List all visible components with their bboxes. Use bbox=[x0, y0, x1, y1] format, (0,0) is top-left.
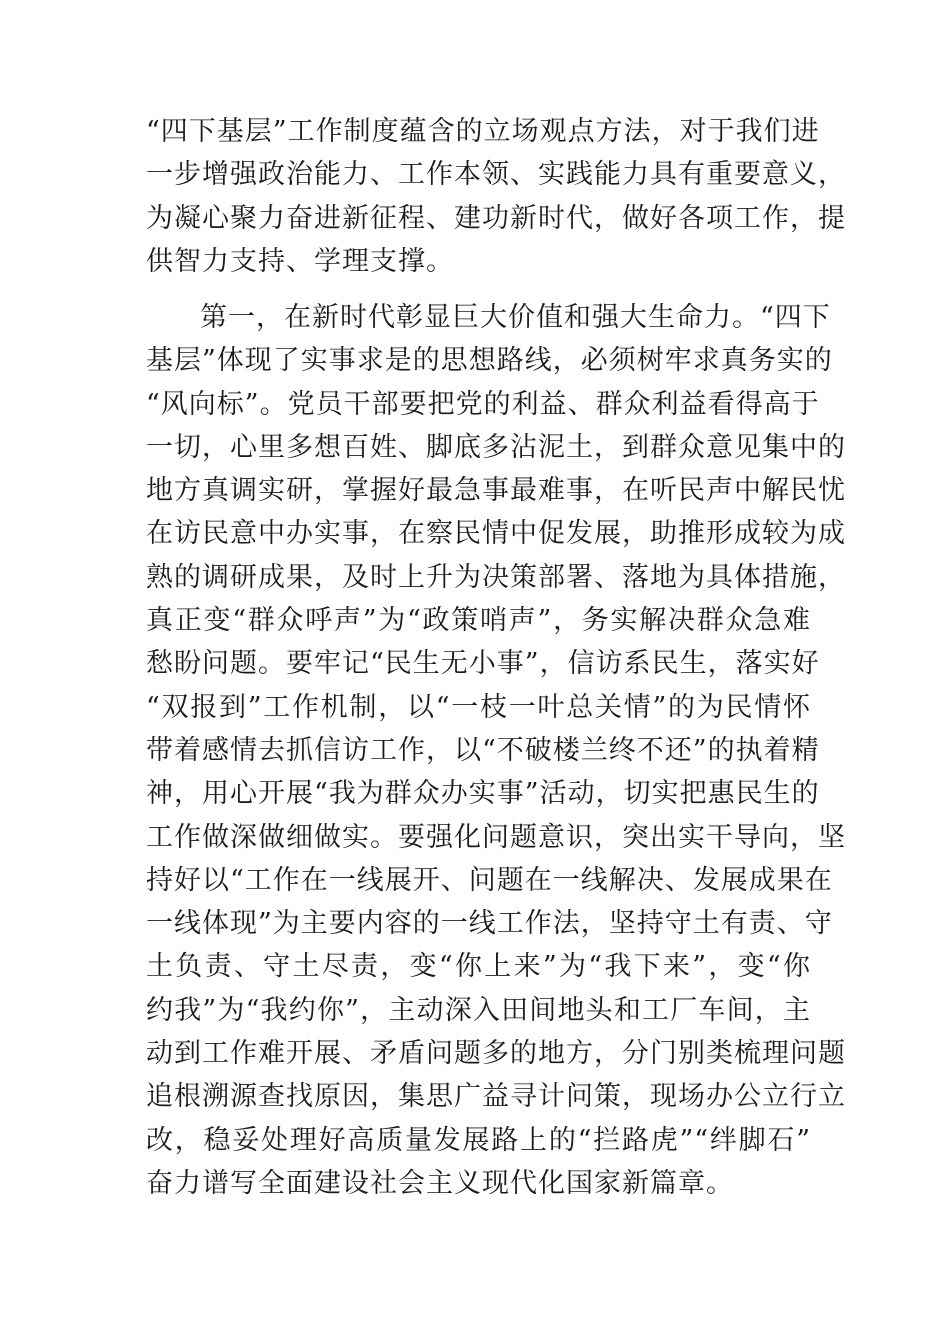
paragraph-line: 真正变“群众呼声”为“政策哨声”，务实解决群众急难 bbox=[146, 605, 811, 637]
paragraph-line: 为凝心聚力奋进新征程、建功新时代，做好各项工作，提 bbox=[146, 202, 846, 234]
paragraph-line: 约我”为“我约你”，主动深入田间地头和工厂车间，主 bbox=[146, 994, 811, 1026]
paragraph-line: 地方真调实研，掌握好最急事最难事，在听民声中解民忧 bbox=[146, 475, 846, 507]
paragraph-line: 愁盼问题。要牢记“民生无小事”，信访系民生，落实好 bbox=[146, 648, 820, 680]
paragraph-line: 工作做深做细做实。要强化问题意识，突出实干导向，坚 bbox=[146, 821, 846, 853]
paragraph-line: 持好以“工作在一线展开、问题在一线解决、发展成果在 bbox=[146, 864, 833, 896]
paragraph-line: “双报到”工作机制，以“一枝一叶总关情”的为民情怀 bbox=[146, 691, 811, 723]
paragraph-line: 带着感情去抓信访工作，以“不破楼兰终不还”的执着精 bbox=[146, 734, 820, 766]
paragraph-line: 土负责、守土尽责，变“你上来”为“我下来”，变“你 bbox=[146, 951, 811, 983]
paragraph-line: 在访民意中办实事，在察民情中促发展，助推形成较为成 bbox=[146, 518, 846, 550]
paragraph-line: 奋力谱写全面建设社会主义现代化国家新篇章。 bbox=[146, 1167, 734, 1199]
paragraph-1 bbox=[146, 110, 846, 283]
paragraph-line: 神，用心开展“我为群众办实事”活动，切实把惠民生的 bbox=[146, 778, 820, 810]
paragraph-line: 追根溯源查找原因，集思广益寻计问策，现场办公立行立 bbox=[146, 1081, 846, 1113]
paragraph-line: 供智力支持、学理支撑。 bbox=[146, 245, 454, 277]
paragraph-line: 熟的调研成果，及时上升为决策部署、落地为具体措施， bbox=[146, 561, 846, 593]
paragraph-line: “四下基层”工作制度蕴含的立场观点方法，对于我们进 bbox=[146, 116, 820, 147]
paragraph-line: 改，稳妥处理好高质量发展路上的“拦路虎”“绊脚石” bbox=[146, 1124, 811, 1156]
paragraph-2 bbox=[146, 296, 846, 1205]
paragraph-line: 一步增强政治能力、工作本领、实践能力具有重要意义， bbox=[146, 159, 846, 191]
paragraph-line: 基层”体现了实事求是的思想路线，必须树牢求真务实的 bbox=[146, 345, 833, 377]
paragraph-line: 动到工作难开展、矛盾问题多的地方，分门别类梳理问题 bbox=[146, 1038, 846, 1070]
paragraph-line: 第一，在新时代彰显巨大价值和强大生命力。“四下 bbox=[200, 302, 831, 333]
paragraph-line: 一切，心里多想百姓、脚底多沾泥土，到群众意见集中的 bbox=[146, 431, 846, 463]
paragraph-line: “风向标”。党员干部要把党的利益、群众利益看得高于 bbox=[146, 388, 820, 420]
paragraph-line: 一线体现”为主要内容的一线工作法，坚持守土有责、守 bbox=[146, 908, 833, 940]
